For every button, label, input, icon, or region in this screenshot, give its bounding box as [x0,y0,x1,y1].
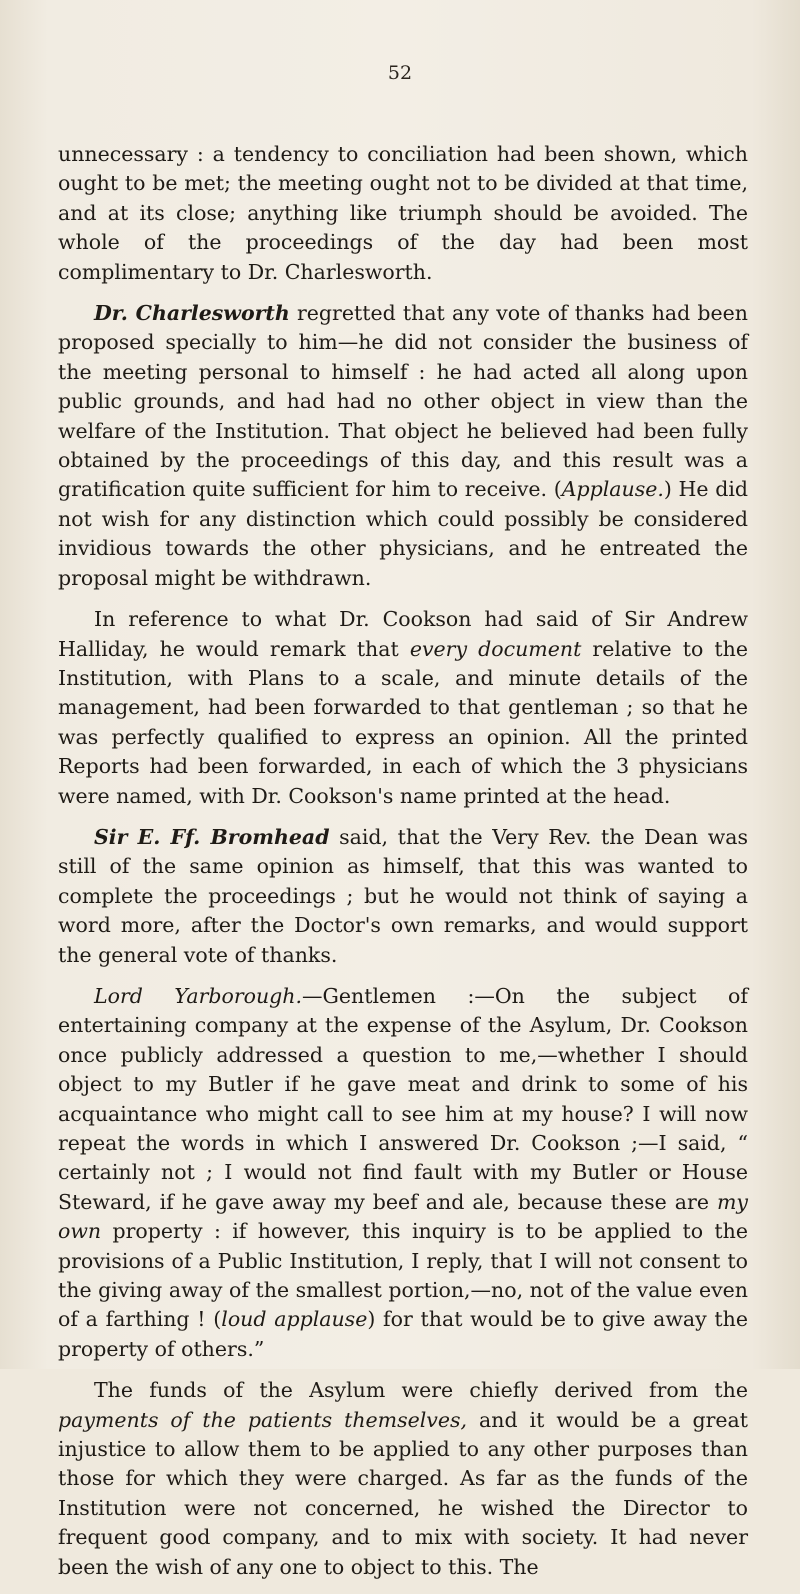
paragraph [58,140,748,287]
text-run: regretted that any vote of thanks had been proposed specially to him—he did not consider the business of the meeting personal to himself : he had acted all along upon public grounds, and had had no other object in view than the welfare of the Institution. That object he believed had been fully obtained by the proceedings of this day, and this result was a gratification quite sufficient for him to receive. ( [58,301,749,502]
paragraph [58,605,748,811]
paragraph [58,982,748,1364]
paragraph [58,823,748,970]
text-run: property : if however, this inquiry is to be applied to the provisions of a Public Institution, I reply, that I will not consent to the giving away of the smallest portion,—no, not of the value even of a farthing ! ( [58,1219,748,1332]
italic-text: Lord Yarborough. [94,983,303,1008]
text-run: ) He did not wish for any distinction which could possibly be considered invidious towards the other physicians, and he entreated the proposal might be withdrawn. [58,477,749,590]
speaker-name: Sir E. Ff. Bromhead [94,824,330,849]
paragraph [58,299,748,593]
speaker-name: Dr. Charlesworth [94,301,290,326]
page-body [58,140,748,1594]
italic-text: Applause. [561,477,664,502]
italic-text: my own [58,1189,748,1244]
text-run: said, that the Very Rev. the Dean was still of the same opinion as himself, that this was wanted to complete the proceedings ; but he would not think of saying a word more, after the Doctor's own remarks, and would support the general vote of thanks. [58,824,748,967]
text-run: and it would be a great injustice to allow them to be applied to any other purposes than those for which they were charged. As far as the funds of the Institution were not concerned, he wished the Director to frequent good company, and to mix with society. It had never been the wish of any one to object to this. The [58,1407,749,1579]
text-run: —Gentlemen :—On the subject of entertaining company at the expense of the Asylum, Dr. Cookson once publicly addressed a question to me,—whether I should object to my Butler if he gave meat and drink to some of his acquaintance who might call to see him at my house? I will now repeat the words in which I answered Dr. Cookson ;—I said, “ certainly not ; I would not find fault with my Butler or House Steward, if he gave away my beef and ale, because these are [58,983,748,1214]
text-run: In reference to what Dr. Cookson had said of Sir Andrew Halliday, he would remark that [58,607,748,661]
italic-text: loud applause [221,1307,368,1332]
paragraph [58,1376,748,1582]
italic-text: every document [409,636,582,661]
page-number: 52 [387,62,413,84]
text-run: unnecessary : a tendency to conciliation had been shown, which ought to be met; the meeting ought not to be divided at that time, and at its close; anything like triumph should be avoided. The whole of the proceedings of the day had been most complimentary to Dr. Charlesworth. [58,142,748,284]
text-run: The funds of the Asylum were chiefly derived from the [94,1378,748,1403]
italic-text: payments of the patients themselves, [58,1407,468,1432]
text-run: relative to the Institution, with Plans to a scale, and minute details of the management, had been forwarded to that gentleman ; so that he was perfectly qualified to express an opinion. All the printed Reports had been forwarded, in each of which the 3 physicians were named, with Dr. Cookson's name printed at the head. [58,636,749,808]
text-run: ) for that would be to give away the property of others.” [58,1307,748,1361]
